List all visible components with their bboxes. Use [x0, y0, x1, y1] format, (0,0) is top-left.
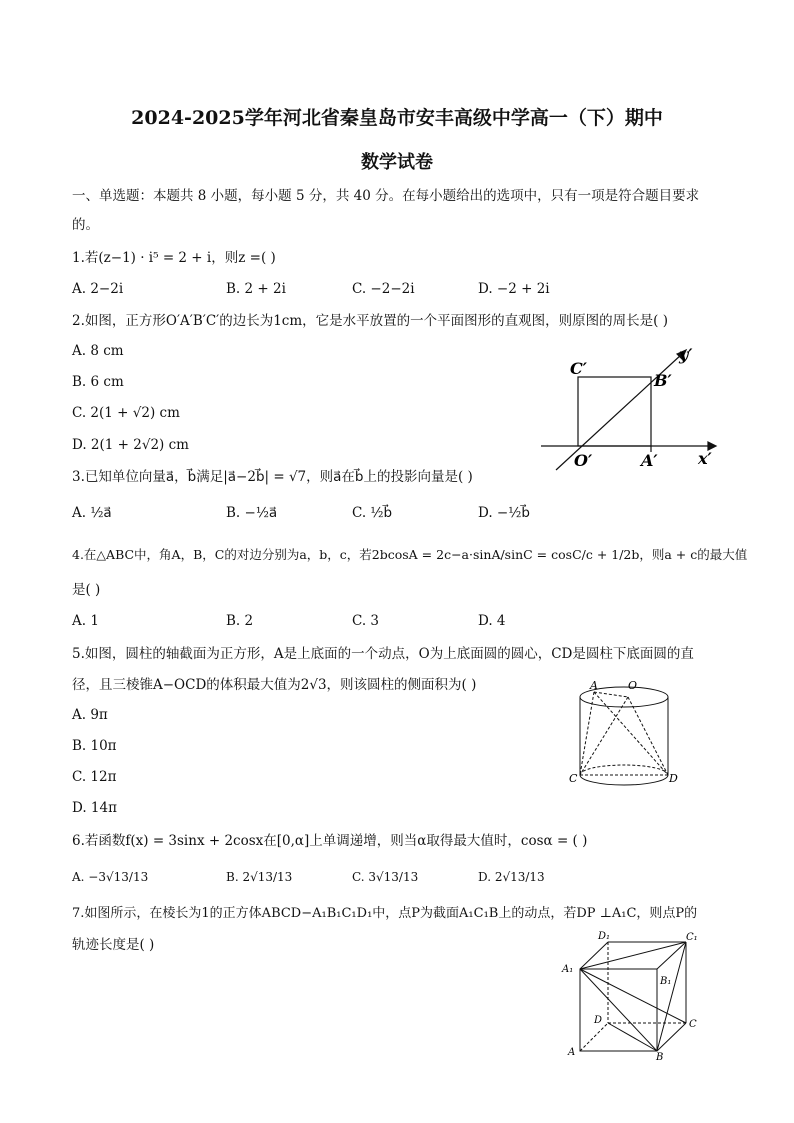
q2-option-c: C. 2(1 + √2) cm	[72, 405, 180, 421]
label-d1: D₁	[598, 931, 611, 942]
q3-option-a: A. ½a⃗	[72, 505, 112, 521]
label-o: O	[628, 679, 638, 692]
label-c-prime: C′	[570, 359, 587, 378]
label-c1: C₁	[686, 932, 698, 943]
label-b-prime: B′	[654, 371, 672, 390]
label-a: A	[568, 1047, 576, 1058]
label-y-prime: y′	[679, 345, 693, 364]
section-instructions: 一、单选题：本题共 8 小题，每小题 5 分，共 40 分。在每小题给出的选项中，只有一项是符合题目要求	[72, 188, 700, 204]
page-title: 2024-2025学年河北省秦皇岛市安丰高级中学高一（下）期中	[131, 107, 663, 129]
label-x-prime: x′	[698, 449, 712, 468]
q6-option-a: A. −3√13/13	[72, 870, 149, 884]
q6-option-b: B. 2√13/13	[226, 870, 293, 884]
label-a1: A₁	[562, 964, 574, 975]
q7-cube-figure	[558, 927, 708, 1062]
q1-option-a: A. 2−2i	[72, 281, 124, 297]
q4-option-c: C. 3	[352, 613, 380, 629]
q2-option-b: B. 6 cm	[72, 374, 124, 390]
question-4-stem-cont: 是( )	[72, 582, 101, 598]
label-o-prime: O′	[574, 451, 593, 470]
page-subtitle: 数学试卷	[361, 152, 433, 173]
q2-option-a: A. 8 cm	[72, 343, 124, 359]
q3-option-b: B. −½a⃗	[226, 505, 278, 521]
question-6-stem: 6.若函数f(x) = 3sinx + 2cosx在[0,α]上单调递增，则当α取得最大值时，cosα = ( )	[72, 833, 588, 849]
label-b1: B₁	[660, 976, 672, 987]
question-4-stem: 4.在△ABC中，角A，B，C的对边分别为a，b，c，若2bcosA = 2c−a·sinA/sinC = cosC/c + 1/2b，则a + c的最大值	[72, 547, 748, 562]
label-a-prime: A′	[641, 451, 658, 470]
q1-option-c: C. −2−2i	[352, 281, 415, 297]
question-5-stem: 5.如图，圆柱的轴截面为正方形，A是上底面的一个动点，O为上底面圆的圆心，CD是圆柱下底面圆的直	[72, 646, 694, 662]
q3-option-c: C. ½b⃗	[352, 505, 393, 521]
label-b: B	[656, 1052, 664, 1062]
q4-option-b: B. 2	[226, 613, 254, 629]
question-7-stem-cont: 轨迹长度是( )	[72, 937, 155, 953]
label-c: C	[569, 772, 578, 785]
q6-option-d: D. 2√13/13	[478, 870, 545, 884]
q5-option-c: C. 12π	[72, 769, 117, 785]
question-7-stem: 7.如图所示，在棱长为1的正方体ABCD−A₁B₁C₁D₁中，点P为截面A₁C₁B上的动点，若DP ⊥A₁C，则点P的	[72, 906, 698, 921]
question-3-stem: 3.已知单位向量a⃗，b⃗满足|a⃗−2b⃗| = √7，则a⃗在b⃗上的投影向量是( )	[72, 469, 473, 485]
section-instructions-cont: 的。	[72, 217, 99, 233]
q6-option-c: C. 3√13/13	[352, 870, 419, 884]
question-2-stem: 2.如图，正方形O′A′B′C′的边长为1cm，它是水平放置的一个平面图形的直观图，则原图的周长是( )	[72, 313, 668, 329]
label-c: C	[689, 1019, 697, 1030]
q2-figure	[536, 340, 722, 480]
label-a: A	[590, 679, 598, 692]
q5-option-a: A. 9π	[72, 707, 108, 723]
q5-cylinder-figure	[566, 675, 686, 793]
q4-option-d: D. 4	[478, 613, 506, 629]
q5-option-d: D. 14π	[72, 800, 117, 816]
label-d: D	[669, 772, 678, 785]
question-1-stem: 1.若(z−1) · i⁵ = 2 + i，则z =( )	[72, 250, 276, 266]
q4-option-a: A. 1	[72, 613, 99, 629]
q3-option-d: D. −½b⃗	[478, 505, 530, 521]
q2-option-d: D. 2(1 + 2√2) cm	[72, 437, 189, 453]
question-5-stem-cont: 径，且三棱锥A−OCD的体积最大值为2√3，则该圆柱的侧面积为( )	[72, 677, 477, 693]
q1-option-b: B. 2 + 2i	[226, 281, 286, 297]
label-d: D	[594, 1015, 603, 1026]
q5-option-b: B. 10π	[72, 738, 117, 754]
q1-option-d: D. −2 + 2i	[478, 281, 550, 297]
